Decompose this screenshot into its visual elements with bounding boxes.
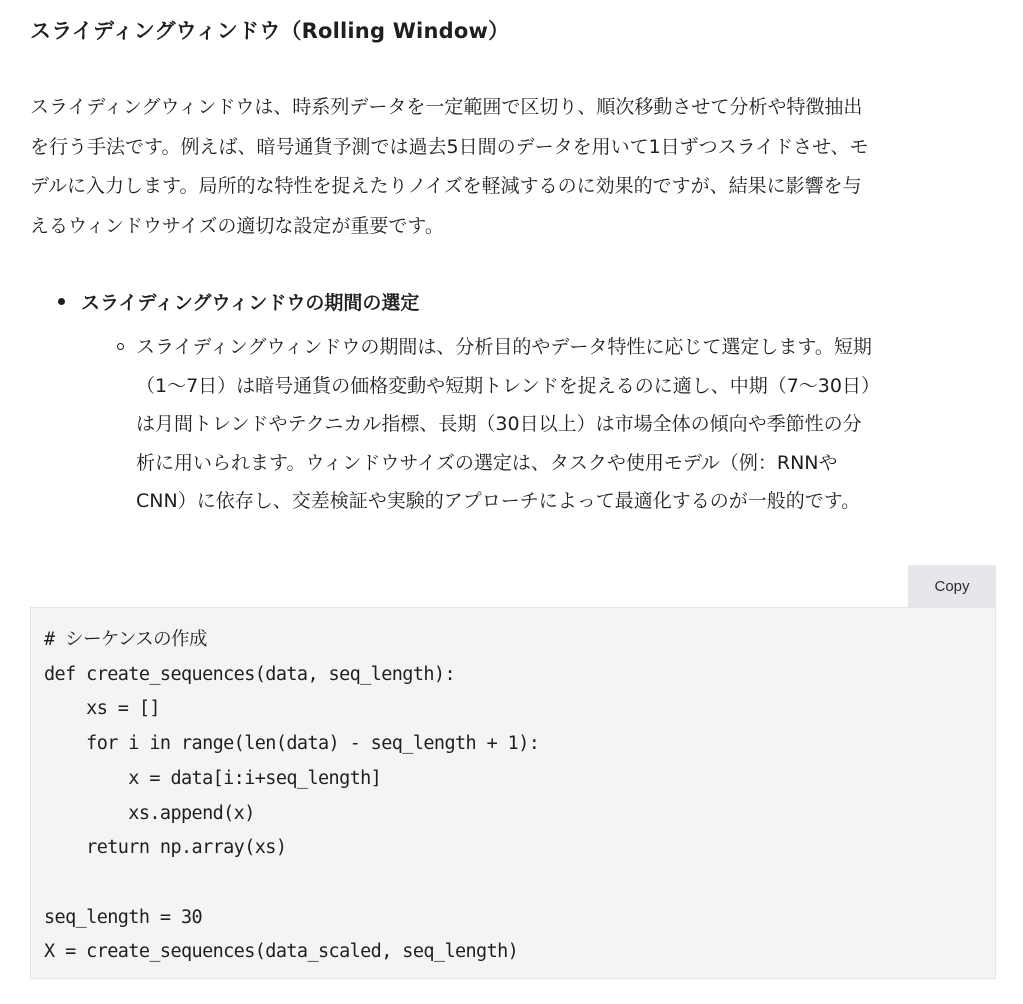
copy-button[interactable]: Copy (908, 565, 996, 607)
sub-bullet-line: CNN）に依存し、交差検証や実験的アプローチによって最適化するのが一般的です。 (136, 490, 861, 512)
sub-bullet-line: （1～7日）は暗号通貨の価格変動や短期トレンドを捉えるのに適し、中期（7～30日） (136, 374, 880, 397)
code-block (30, 607, 996, 979)
section-heading: スライディングウィンドウ（Rolling Window） (30, 19, 510, 43)
sub-bullet-text (136, 328, 992, 521)
code-line: # シーケンスの作成 (44, 629, 207, 650)
paragraph-line: を行う手法です。例えば、暗号通貨予測では過去5日間のデータを用いて1日ずつスライドさせ、モ (30, 135, 869, 158)
code-line: xs.append(x) (44, 802, 255, 824)
bullet-dot-icon (58, 298, 65, 305)
bullet-title: スライディングウィンドウの期間の選定 (81, 292, 420, 314)
code-line: seq_length = 30 (44, 906, 203, 928)
code-line: return np.array(xs) (44, 837, 287, 859)
paragraph-line: デルに入力します。局所的な特性を捉えたりノイズを軽減するのに効果的ですが、結果に影響を与 (30, 175, 862, 197)
code-line: X = create_sequences(data_scaled, seq_length) (44, 941, 519, 963)
code-line (44, 866, 539, 901)
hollow-circle-icon (117, 343, 124, 350)
bullet-item (58, 285, 419, 321)
sub-bullet-line: スライディングウィンドウの期間は、分析目的やデータ特性に応じて選定します。短期 (136, 336, 872, 358)
sub-bullet-item (112, 328, 992, 521)
section-paragraph (30, 88, 1000, 246)
code-line: for i in range(len(data) - seq_length + 1): (44, 733, 540, 755)
paragraph-line: えるウィンドウサイズの適切な設定が重要です。 (30, 214, 444, 237)
paragraph-line: スライディングウィンドウは、時系列データを一定範囲で区切り、順次移動させて分析や特徴抽出 (30, 96, 863, 118)
sub-bullet-line: 析に用いられます。ウィンドウサイズの選定は、タスクや使用モデル（例：RNNや (136, 451, 838, 474)
sub-bullet-line: は月間トレンドやテクニカル指標、長期（30日以上）は市場全体の傾向や季節性の分 (136, 413, 862, 435)
code-line: def create_sequences(data, seq_length): (44, 663, 455, 685)
code-line: x = data[i:i+seq_length] (44, 767, 382, 789)
code-line: xs = [] (44, 698, 160, 720)
code-content (44, 623, 539, 970)
